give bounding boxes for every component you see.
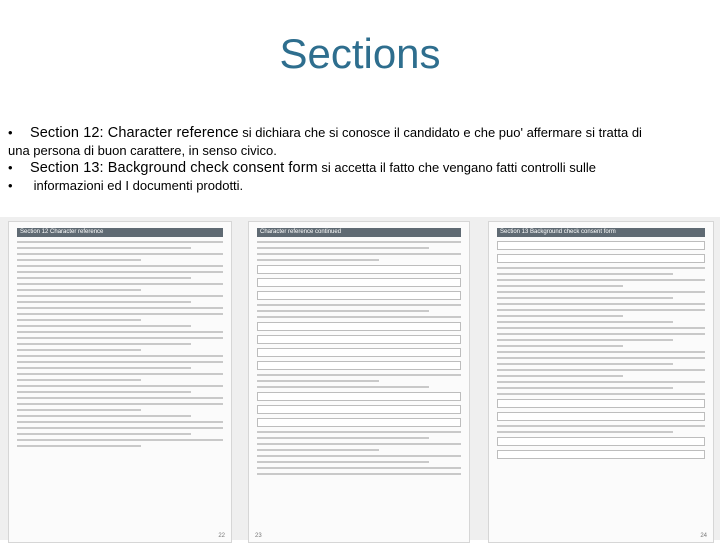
form-heading: Section 13 Background check consent form xyxy=(497,228,705,237)
form-page-section-13 xyxy=(488,221,714,543)
bullet-text: si dichiara che si conosce il candidato e che puo' affermare si tratta di xyxy=(238,125,642,140)
bullet-marker: • xyxy=(8,178,13,193)
bullet-text: una persona di buon carattere, in senso civico. xyxy=(8,143,277,158)
bullet-item xyxy=(8,177,714,194)
bullet-list xyxy=(8,124,714,194)
form-heading: Character reference continued xyxy=(257,228,461,237)
form-page-section-12-continued xyxy=(248,221,470,543)
page-number: 24 xyxy=(700,533,707,539)
bullet-item xyxy=(8,159,714,177)
bullet-marker: • xyxy=(8,160,13,175)
bullet-marker: • xyxy=(8,125,13,140)
bullet-heading: Section 13: Background check consent form xyxy=(30,160,318,176)
bullet-heading: Section 12: Character reference xyxy=(30,125,239,141)
page-number: 22 xyxy=(218,533,225,539)
slide-title: Sections xyxy=(279,30,441,77)
form-page-section-12 xyxy=(8,221,232,543)
form-heading: Section 12 Character reference xyxy=(17,228,223,237)
page-number: 23 xyxy=(255,533,262,539)
bullet-item xyxy=(8,124,714,142)
bullet-item xyxy=(8,142,714,159)
bullet-text: si accetta il fatto che vengano fatti controlli sulle xyxy=(317,160,597,175)
bullet-text: informazioni ed I documenti prodotti. xyxy=(30,178,244,193)
